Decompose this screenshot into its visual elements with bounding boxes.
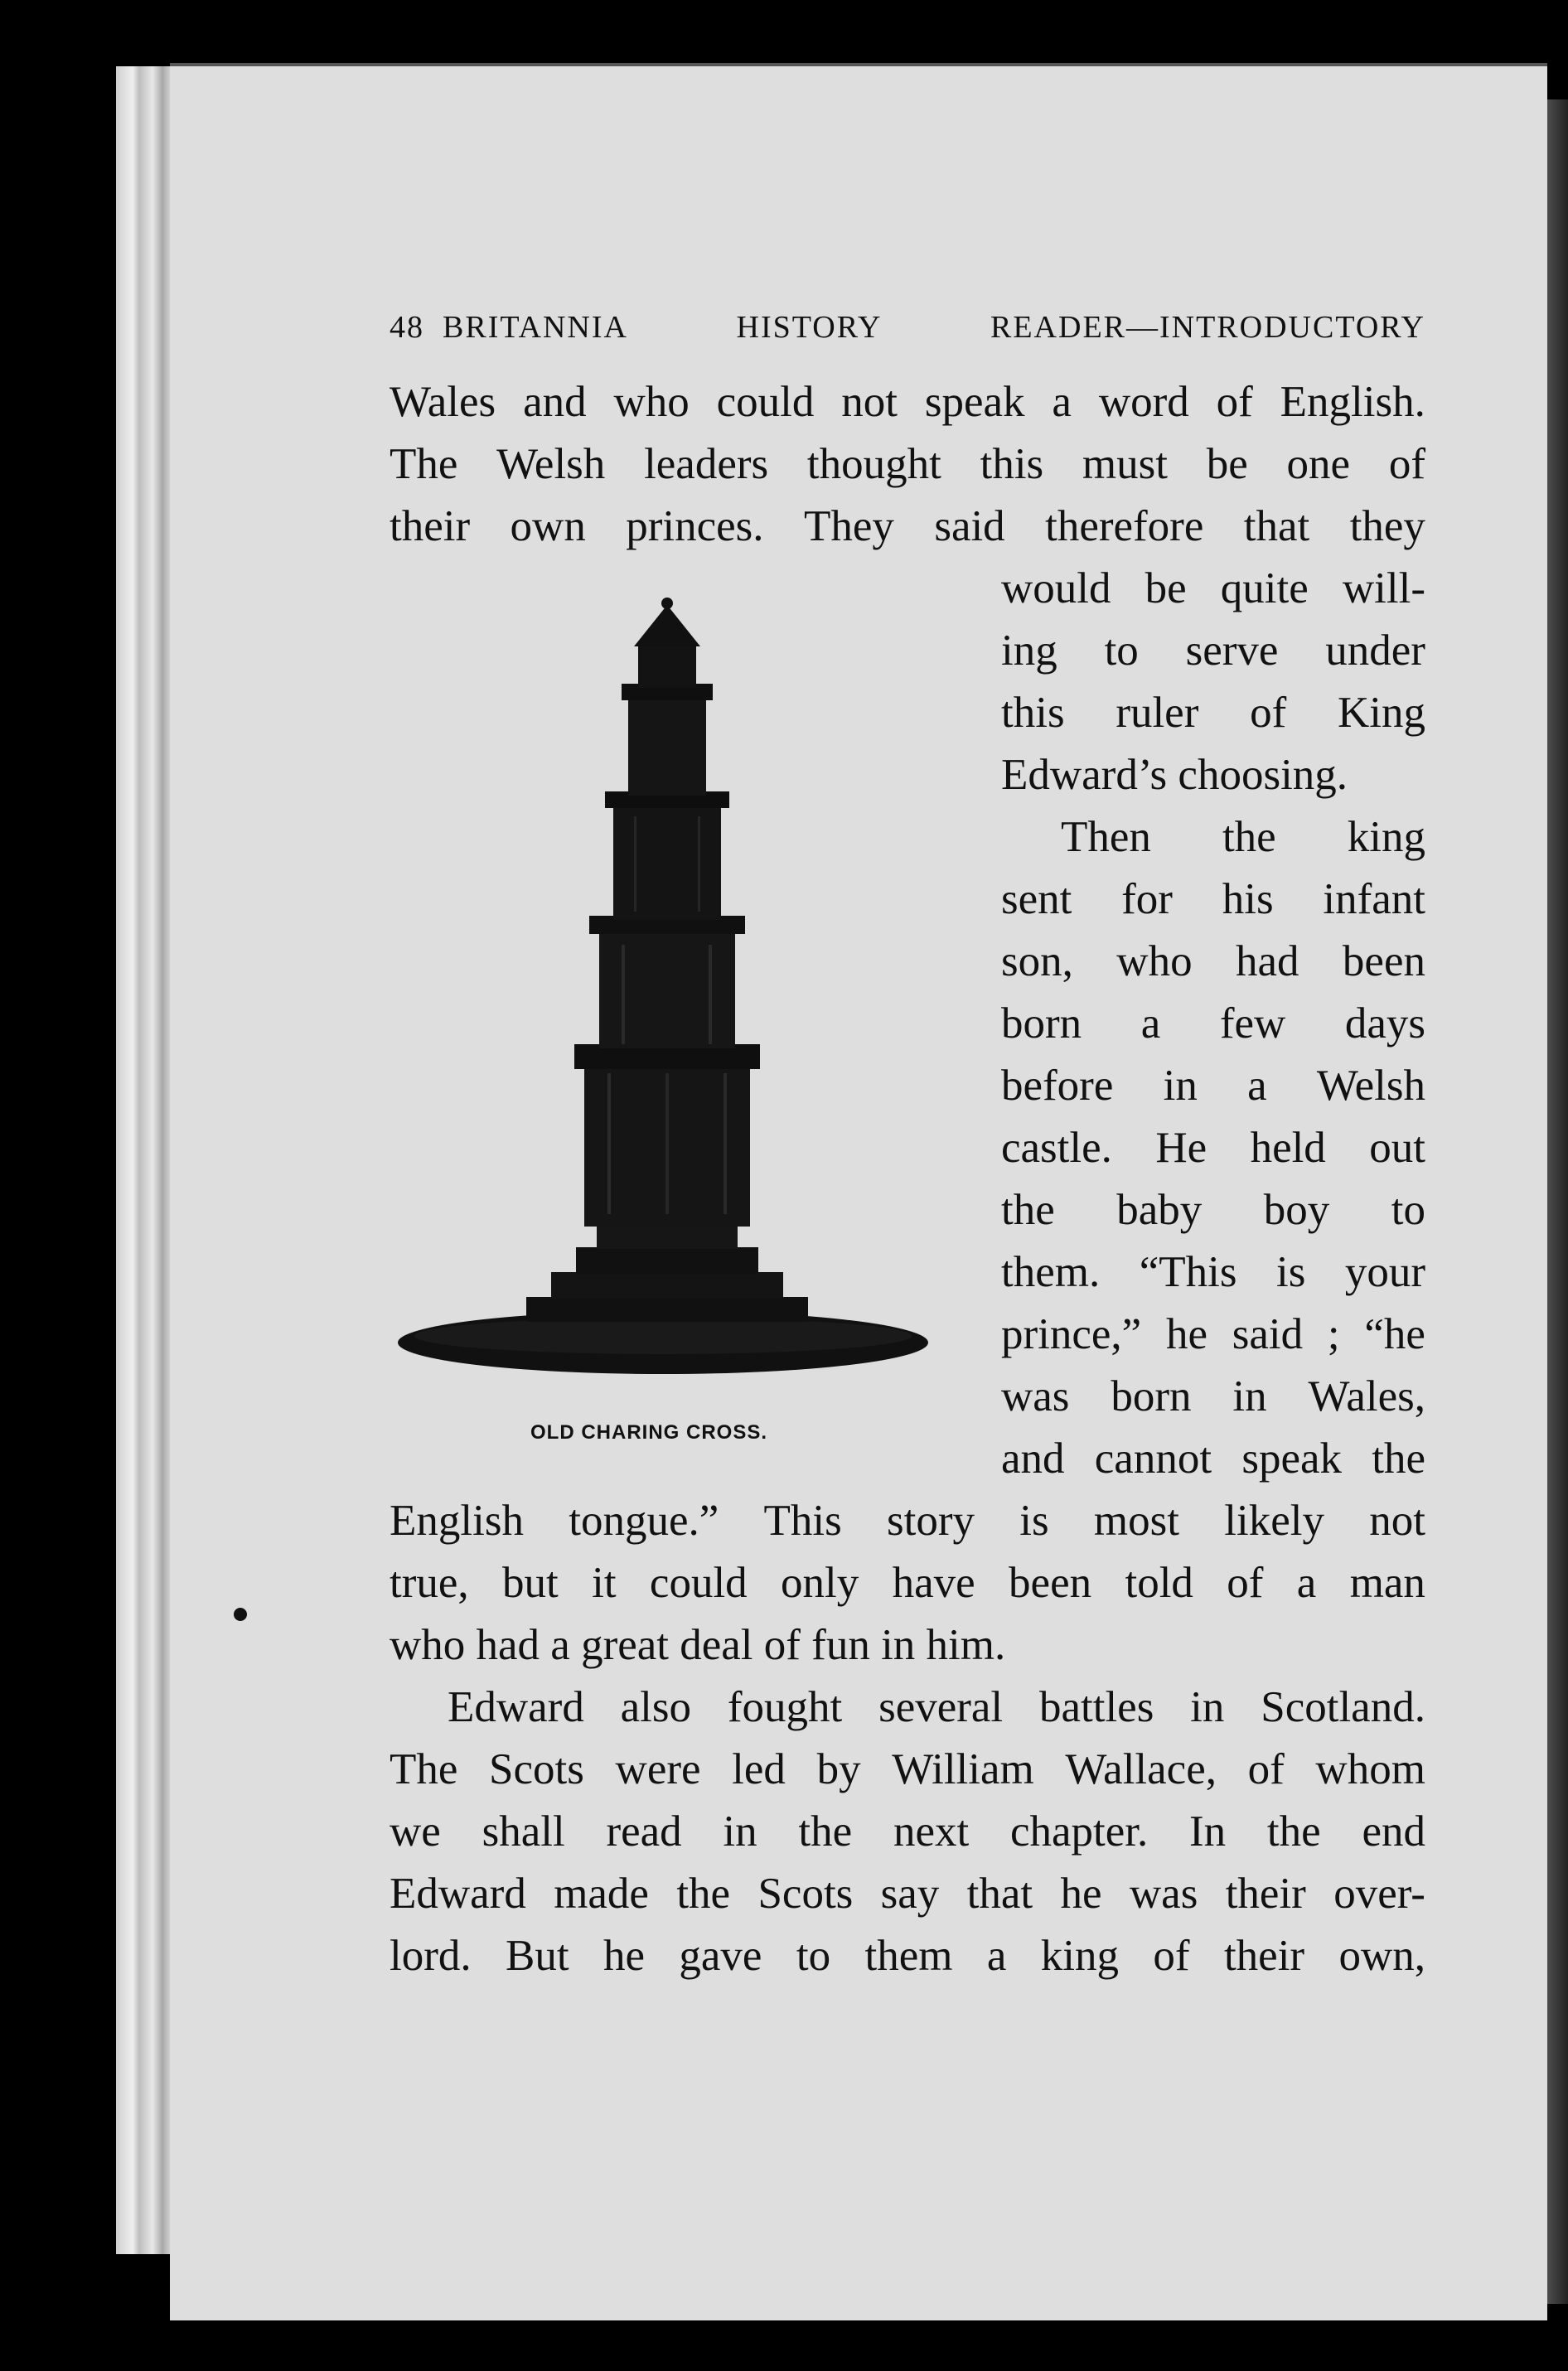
- text-line: ing to serve under: [1001, 627, 1425, 675]
- text-line: The Welsh leaders thought this must be one of: [390, 440, 1425, 488]
- figure-caption: OLD CHARING CROSS.: [530, 1421, 768, 1444]
- text-line: was born in Wales,: [1001, 1372, 1425, 1420]
- page-number: 48: [390, 310, 424, 345]
- text-line: lord. But he gave to them a king of their own,: [390, 1932, 1425, 1980]
- text-line: this ruler of King: [1001, 689, 1425, 737]
- text-line: Wales and who could not speak a word of English.: [390, 378, 1425, 426]
- text-line: English tongue.” This story is most likely not: [390, 1497, 1425, 1545]
- text-line: Edward’s choosing.: [1001, 751, 1348, 799]
- running-header: [390, 302, 1425, 352]
- text-line: them. “This is your: [1001, 1248, 1425, 1296]
- running-title: BRITANNIA HISTORY READER—INTRODUCTORY: [443, 310, 1425, 345]
- text-line: the baby boy to: [1001, 1186, 1425, 1234]
- text-line: The Scots were led by William Wallace, of whom: [390, 1745, 1425, 1793]
- text-line: true, but it could only have been told of a man: [390, 1559, 1425, 1607]
- text-line: castle. He held out: [1001, 1124, 1425, 1172]
- text-line: their own princes. They said therefore that they: [390, 502, 1425, 550]
- text-line: Edward made the Scots say that he was their over-: [390, 1870, 1425, 1918]
- text-line: and cannot speak the: [1001, 1435, 1425, 1483]
- paragraph-start-line: Then the king: [1061, 813, 1425, 861]
- text-line: sent for his infant: [1001, 875, 1425, 923]
- text-line: son, who had been: [1001, 937, 1425, 985]
- text-line: born a few days: [1001, 999, 1425, 1048]
- text-line: prince,” he said ; “he: [1001, 1310, 1425, 1358]
- text-line: we shall read in the next chapter. In the end: [390, 1807, 1425, 1856]
- charing-cross-illustration: [385, 597, 965, 1467]
- paragraph-start-line: Edward also fought several battles in Scotland.: [448, 1683, 1425, 1731]
- scan-speck: [234, 1608, 247, 1621]
- text-line: before in a Welsh: [1001, 1062, 1425, 1110]
- text-line: who had a great deal of fun in him.: [390, 1621, 1006, 1669]
- text-line: would be quite will-: [1001, 564, 1425, 612]
